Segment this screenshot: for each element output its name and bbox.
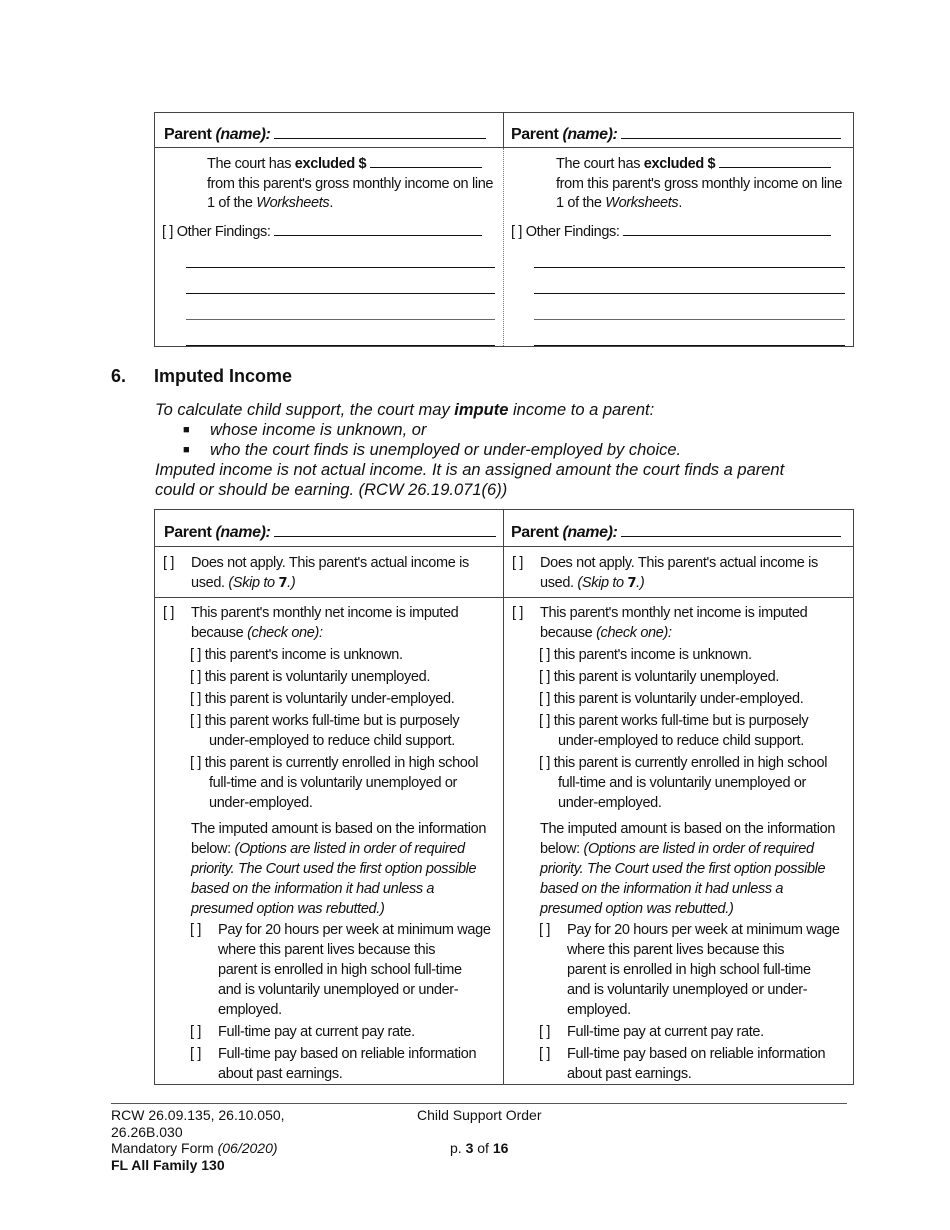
reasons-list-left (163, 645, 495, 813)
excluded-income-table (154, 112, 854, 347)
worksheets-label: Worksheets (605, 195, 679, 211)
parent-label: Parent (164, 126, 212, 143)
basis-line: (Options are listed in order of required (583, 841, 814, 857)
basis-line: priority. The Court used the first option possible (540, 861, 826, 877)
imputed-checkbox-left[interactable]: [ ] (163, 605, 175, 621)
reason-item (190, 711, 495, 751)
option-text: Pay for 20 hours per week at minimum wage (218, 922, 491, 938)
does-not-apply-text: Does not apply. This parent's actual income is (540, 555, 818, 571)
note-line-1: Imputed income is not actual income. It is an assigned amount the court finds a parent (155, 461, 785, 479)
option-text: Full-time pay at current pay rate. (567, 1024, 764, 1040)
reason-text: this parent's income is unknown. (204, 647, 403, 663)
reason-checkbox[interactable]: [ ] (539, 713, 551, 729)
option-text: about past earnings. (567, 1066, 692, 1082)
other-findings-label: Other Findings: (176, 223, 271, 240)
reason-item (190, 753, 495, 813)
check-one: (check one): (247, 625, 323, 641)
parent-name-header-right (504, 113, 854, 148)
excluded-prefix: The court has (556, 156, 644, 172)
option-text: parent is enrolled in high school full-time (567, 962, 811, 978)
footer-form-date: (06/2020) (217, 1140, 278, 1156)
option-item (539, 1044, 845, 1084)
footer-title: Child Support Order (417, 1107, 542, 1123)
footer-left (111, 1107, 285, 1173)
reason-checkbox[interactable]: [ ] (539, 691, 551, 707)
excluded-prefix: The court has (207, 156, 295, 172)
other-findings-checkbox-right[interactable]: [ ] (511, 223, 523, 240)
name-label: (name): (215, 524, 271, 541)
skip-close: .) (287, 575, 296, 591)
options-list-right (512, 920, 845, 1084)
does-not-apply-cell-right (504, 547, 854, 598)
excluded-line3: 1 of the (556, 195, 606, 211)
basis-line: priority. The Court used the first option possible (191, 861, 477, 877)
does-not-apply-checkbox-right[interactable]: [ ] (512, 555, 524, 571)
basis-line: The imputed amount is based on the information (191, 821, 487, 837)
option-text: about past earnings. (218, 1066, 343, 1082)
option-item (539, 920, 845, 1020)
does-not-apply-text: Does not apply. This parent's actual income is (191, 555, 469, 571)
parent-name-field-right[interactable] (621, 123, 841, 139)
option-checkbox[interactable]: [ ] (190, 1024, 202, 1040)
reason-item (539, 711, 845, 751)
reason-checkbox[interactable]: [ ] (539, 755, 551, 771)
basis-line: below: (540, 841, 584, 857)
basis-line: (Options are listed in order of required (234, 841, 465, 857)
footer-page-number (450, 1140, 508, 1156)
option-item (539, 1022, 845, 1042)
reason-text: this parent is currently enrolled in high school (553, 755, 828, 771)
footer-form-id: FL All Family 130 (111, 1156, 225, 1173)
option-text: Full-time pay based on reliable information (218, 1046, 477, 1062)
parent-name-field-left[interactable] (274, 521, 496, 537)
excluded-line2: from this parent's gross monthly income on line (556, 175, 843, 192)
reason-text: this parent's income is unknown. (553, 647, 752, 663)
option-checkbox[interactable]: [ ] (539, 1024, 551, 1040)
parent-name-header-right (504, 510, 854, 547)
imputed-text: This parent's monthly net income is imputed (540, 605, 808, 621)
footer-rcw: 26.26B.030 (111, 1123, 183, 1140)
because-text: because (540, 625, 597, 641)
reason-text: under-employed. (558, 795, 662, 811)
check-one: (check one): (596, 625, 672, 641)
other-findings-lines-left[interactable] (186, 267, 495, 346)
reason-item (539, 753, 845, 813)
reason-text: full-time and is voluntarily unemployed or (209, 775, 458, 791)
reason-text: this parent works full-time but is purposely (204, 713, 460, 729)
name-label: (name): (215, 126, 271, 143)
footer-divider (111, 1103, 847, 1104)
other-findings-label: Other Findings: (525, 223, 620, 240)
option-text: Full-time pay at current pay rate. (218, 1024, 415, 1040)
other-findings-field-left[interactable] (274, 220, 482, 236)
option-checkbox[interactable]: [ ] (539, 922, 551, 938)
section-number: 6. (111, 366, 127, 386)
bullet-item: ■ whose income is unknown, or (183, 421, 427, 439)
parent-label: Parent (511, 524, 559, 541)
reason-text: this parent is voluntarily unemployed. (204, 669, 431, 685)
period: . (678, 195, 682, 211)
basis-line: below: (191, 841, 235, 857)
skip-close: .) (636, 575, 645, 591)
other-findings-field-right[interactable] (623, 220, 831, 236)
footer-mandatory: Mandatory Form (111, 1140, 218, 1156)
reason-text: this parent is voluntarily unemployed. (553, 669, 780, 685)
imputed-income-table (154, 509, 854, 1085)
imputed-checkbox-right[interactable]: [ ] (512, 605, 524, 621)
basis-text-left (163, 819, 495, 919)
option-text: where this parent lives because this (218, 942, 436, 958)
imputed-cell-left (155, 598, 504, 1085)
reason-text: this parent is voluntarily under-employed. (553, 691, 804, 707)
option-text: and is voluntarily unemployed or under- (218, 982, 459, 998)
parent-name-field-left[interactable] (274, 123, 486, 139)
bullet-item: ■ who the court finds is unemployed or under-employed by choice. (183, 441, 682, 459)
reason-checkbox[interactable]: [ ] (190, 691, 202, 707)
basis-text-right (512, 819, 845, 919)
reasons-list-right (512, 645, 845, 813)
options-list-left (163, 920, 495, 1084)
intro-text-a: To calculate child support, the court may (155, 401, 455, 419)
parent-label: Parent (511, 126, 559, 143)
reason-item (190, 689, 495, 709)
page-total: 16 (492, 1140, 509, 1156)
page-of: of (473, 1140, 493, 1156)
reason-item (539, 645, 845, 665)
does-not-apply-checkbox-left[interactable]: [ ] (163, 555, 175, 571)
reason-checkbox[interactable]: [ ] (539, 647, 551, 663)
reason-item (190, 667, 495, 687)
reason-checkbox[interactable]: [ ] (190, 669, 202, 685)
option-item (190, 1044, 495, 1084)
skip-text: (Skip to (228, 575, 279, 591)
intro-text-b: income to a parent: (508, 401, 655, 419)
option-checkbox[interactable]: [ ] (190, 922, 202, 938)
option-text: and is voluntarily unemployed or under- (567, 982, 808, 998)
reason-text: this parent works full-time but is purposely (553, 713, 809, 729)
excluded-bold: excluded $ (294, 156, 367, 172)
excluded-line2: from this parent's gross monthly income on line (207, 175, 494, 192)
imputed-cell-right (504, 598, 854, 1085)
page-prefix: p. (450, 1140, 466, 1156)
skip-section-number: 7 (278, 576, 288, 591)
bullet-list (155, 420, 855, 460)
reason-text: under-employed. (209, 795, 313, 811)
option-text: Pay for 20 hours per week at minimum wage (567, 922, 840, 938)
option-text: parent is enrolled in high school full-time (218, 962, 462, 978)
used-text: used. (191, 575, 229, 591)
option-checkbox[interactable]: [ ] (190, 1046, 202, 1062)
does-not-apply-cell-left (155, 547, 504, 598)
reason-text: this parent is currently enrolled in high school (204, 755, 479, 771)
bullet-text: whose income is unknown, or (210, 421, 427, 439)
worksheets-label: Worksheets (256, 195, 330, 211)
option-text: Full-time pay based on reliable information (567, 1046, 826, 1062)
bullet-text: who the court finds is unemployed or under-employed by choice. (210, 441, 682, 459)
reason-text: under-employed to reduce child support. (558, 733, 804, 749)
reason-text: full-time and is voluntarily unemployed or (558, 775, 807, 791)
option-text: employed. (218, 1002, 282, 1018)
excluded-amount-field-left[interactable] (370, 152, 482, 168)
option-item (190, 920, 495, 1020)
parent-label: Parent (164, 524, 212, 541)
option-checkbox[interactable]: [ ] (539, 1046, 551, 1062)
skip-section-number: 7 (627, 576, 637, 591)
period: . (329, 195, 333, 211)
reason-checkbox[interactable]: [ ] (539, 669, 551, 685)
excluded-line3: 1 of the (207, 195, 257, 211)
parent-name-header-left (155, 510, 504, 547)
basis-line: based on the information it had unless a (191, 881, 435, 897)
footer-rcw: RCW 26.09.135, 26.10.050, (111, 1107, 285, 1123)
note-line-2: could or should be earning. (RCW 26.19.071(6)) (155, 481, 508, 499)
reason-checkbox[interactable]: [ ] (190, 647, 202, 663)
reason-checkbox[interactable]: [ ] (190, 755, 202, 771)
other-findings-lines-right[interactable] (534, 267, 845, 346)
basis-line: presumed option was rebutted.) (540, 901, 734, 917)
excluded-bold: excluded $ (643, 156, 716, 172)
excluded-cell-left (155, 148, 504, 347)
reason-text: this parent is voluntarily under-employed. (204, 691, 455, 707)
name-label: (name): (562, 524, 618, 541)
parent-name-header-left (155, 113, 504, 148)
used-text: used. (540, 575, 578, 591)
reason-item (539, 667, 845, 687)
basis-line: based on the information it had unless a (540, 881, 784, 897)
reason-item (190, 645, 495, 665)
basis-line: The imputed amount is based on the information (540, 821, 836, 837)
option-text: employed. (567, 1002, 631, 1018)
intro-impute: impute (454, 401, 509, 419)
parent-name-field-right[interactable] (621, 521, 841, 537)
option-text: where this parent lives because this (567, 942, 785, 958)
skip-text: (Skip to (577, 575, 628, 591)
section-title: Imputed Income (154, 366, 293, 386)
other-findings-checkbox-left[interactable]: [ ] (162, 223, 174, 240)
basis-line: presumed option was rebutted.) (191, 901, 385, 917)
because-text: because (191, 625, 248, 641)
reason-item (539, 689, 845, 709)
excluded-amount-field-right[interactable] (719, 152, 831, 168)
name-label: (name): (562, 126, 618, 143)
reason-checkbox[interactable]: [ ] (190, 713, 202, 729)
page-current: 3 (465, 1140, 474, 1156)
option-item (190, 1022, 495, 1042)
imputed-text: This parent's monthly net income is imputed (191, 605, 459, 621)
excluded-cell-right (504, 148, 854, 347)
section-intro (155, 400, 855, 500)
reason-text: under-employed to reduce child support. (209, 733, 455, 749)
